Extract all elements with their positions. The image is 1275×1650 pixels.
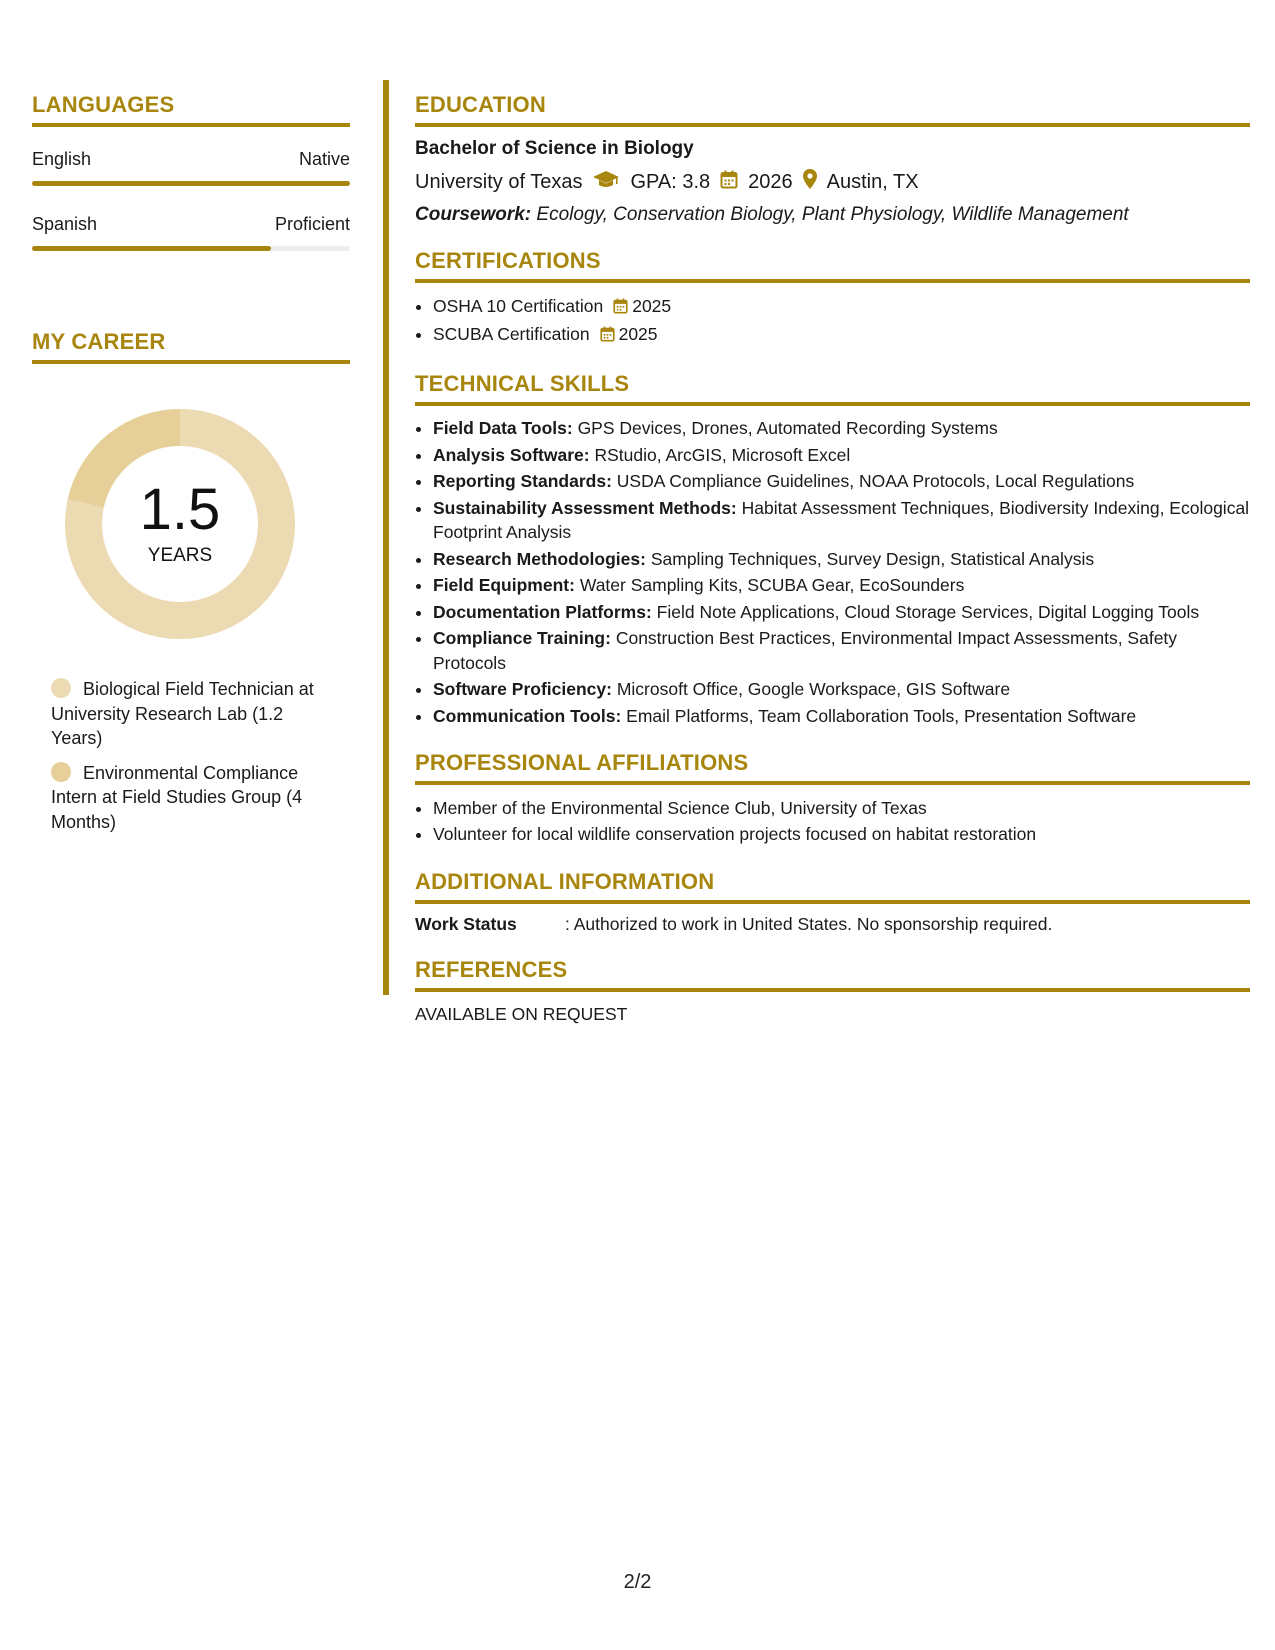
language-bar-fill [32,181,350,186]
list-item [433,416,1250,441]
list-item [433,547,1250,572]
skills-list [415,416,1250,728]
education-gpa: GPA: 3.8 [630,170,711,193]
work-status-value: : Authorized to work in United States. No sponsorship required. [565,914,1053,934]
graduation-cap-icon [592,169,620,195]
calendar-icon [600,323,615,349]
career-legend-item [51,677,321,751]
list-item [433,443,1250,468]
language-level: Proficient [274,214,350,234]
references-value: AVAILABLE ON REQUEST [415,1004,628,1024]
career-legend-item [51,761,321,835]
list-item [433,573,1250,598]
legend-label: Environmental Compliance Intern at Field Studies Group (4 Months) [51,762,303,832]
skill-label: Sustainability Assessment Methods: [433,497,737,518]
education-coursework [415,204,1250,226]
affiliations-title: PROFESSIONAL AFFILIATIONS [415,750,1250,785]
education-degree: Bachelor of Science in Biology [415,138,694,159]
skill-value: Field Note Applications, Cloud Storage Services, Digital Logging Tools [656,601,1200,622]
skill-label: Communication Tools: [433,705,622,726]
legend-dot-icon [51,762,71,782]
language-item-spanish [32,214,350,251]
list-item [433,704,1250,729]
affiliations-list [415,795,1250,847]
skill-value: Sampling Techniques, Survey Design, Statistical Analysis [650,548,1095,569]
skill-value: Construction Best Practices, Environmental Impact Assessments, Safety Protocols [433,628,1178,673]
language-item-english [32,149,350,186]
list-item [433,600,1250,625]
list-item: • Volunteer for local wildlife conservation projects focused on habitat restoration [433,821,1250,847]
column-divider [383,80,389,995]
references-title: REFERENCES [415,957,1250,992]
languages-title: LANGUAGES [32,92,350,127]
certifications-section [415,248,1250,349]
list-item [433,293,1250,321]
skill-value: Email Platforms, Team Collaboration Tools, Presentation Software [626,705,1137,726]
skills-section [415,371,1250,728]
skill-label: Research Methodologies: [433,548,646,569]
skill-value: Microsoft Office, Google Workspace, GIS Software [616,679,1011,699]
language-bar-fill [32,246,271,251]
additional-section [415,869,1250,935]
calendar-icon [613,295,628,321]
language-bar [32,246,350,251]
cert-year: 2025 [618,324,658,344]
skill-value: Habitat Assessment Techniques, Biodiversity Indexing, Ecological Footprint Analysis [433,497,1250,542]
cert-year: 2025 [632,296,672,316]
list-item [433,321,1250,349]
left-column [32,92,350,844]
location-pin-icon [803,169,817,195]
certifications-title: CERTIFICATIONS [415,248,1250,283]
cert-name: SCUBA Certification [433,324,590,344]
language-level: Native [298,149,350,169]
education-school: University of Texas [415,170,583,193]
legend-dot-icon [51,678,71,698]
skill-label: Software Proficiency: [433,679,612,699]
list-item [433,626,1250,675]
skill-value: USDA Compliance Guidelines, NOAA Protocols, Local Regulations [616,471,1135,491]
skill-label: Compliance Training: [433,628,611,648]
skill-label: Documentation Platforms: [433,601,652,622]
cert-name: OSHA 10 Certification [433,296,604,316]
additional-title: ADDITIONAL INFORMATION [415,869,1250,904]
skill-value: GPS Devices, Drones, Automated Recording Systems [577,418,998,438]
career-unit: YEARS [147,545,213,566]
references-section [415,957,1250,1025]
coursework-value: Ecology, Conservation Biology, Plant Physiology, Wildlife Management [536,204,1129,225]
affiliations-section [415,750,1250,847]
list-item: • Member of the Environmental Science Club, University of Texas [433,795,1250,821]
career-title: MY CAREER [32,329,350,364]
skill-label: Analysis Software: [433,444,590,465]
career-legend [51,677,321,834]
education-year: 2026 [748,170,793,193]
legend-label: Biological Field Technician at University Research Lab (1.2 Years) [51,679,314,748]
list-item [433,469,1250,494]
skill-label: Reporting Standards: [433,471,612,491]
language-name: English [32,149,92,169]
education-location: Austin, TX [826,170,919,193]
right-column [415,92,1250,1025]
education-title: EDUCATION [415,92,1250,127]
list-item [433,496,1250,545]
skill-value: Water Sampling Kits, SCUBA Gear, EcoSounders [579,575,965,595]
education-details [415,169,1250,195]
skill-label: Field Data Tools: [433,418,573,438]
skill-value: RStudio, ArcGIS, Microsoft Excel [594,444,851,465]
calendar-icon [720,170,738,195]
page-number: 2/2 [623,1571,652,1593]
work-status-row [415,914,1250,935]
list-item [433,677,1250,702]
language-name: Spanish [32,214,98,234]
certifications-list [415,293,1250,349]
work-status-label: Work Status [415,914,517,934]
career-total: 1.5 [139,477,221,542]
skills-title: TECHNICAL SKILLS [415,371,1250,406]
career-donut-chart [65,409,295,639]
skill-label: Field Equipment: [433,575,575,595]
coursework-label: Coursework: [415,204,532,225]
language-bar [32,181,350,186]
